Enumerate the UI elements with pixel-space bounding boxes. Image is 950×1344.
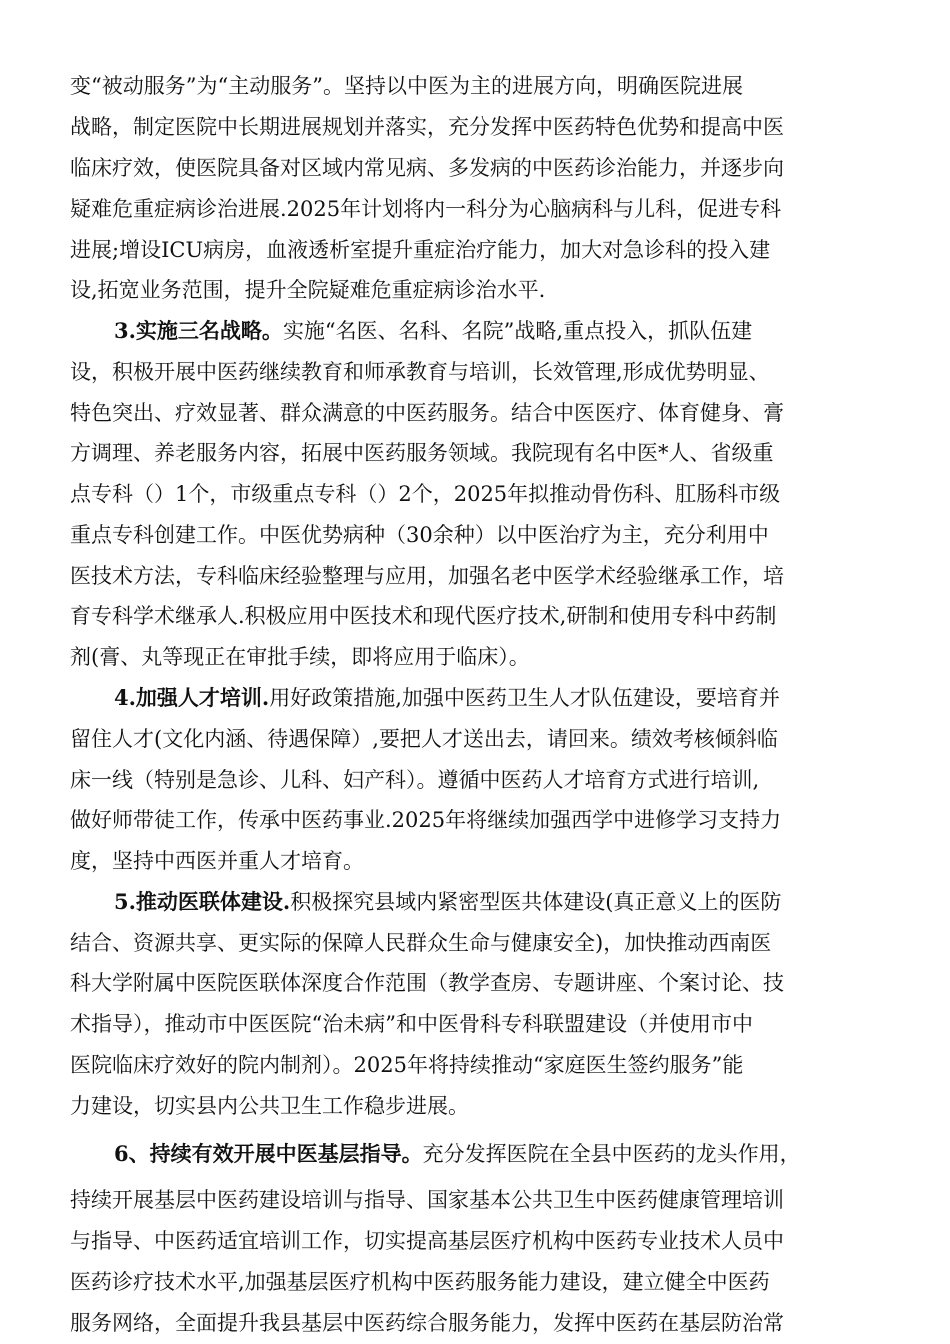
text-line: 特色突出、疗效显著、群众满意的中医药服务。结合中医医疗、体育健身、膏	[70, 401, 784, 425]
text-line: 科大学附属中医院医联体深度合作范围（教学查房、专题讲座、个案讨论、技	[70, 971, 784, 995]
text-line: 设，积极开展中医药继续教育和师承教育与培训，长效管理,形成优势明显、	[70, 360, 770, 384]
text-line: 医药诊疗技术水平,加强基层医疗机构中医药服务能力建设，建立健全中医药	[70, 1270, 770, 1294]
text-line: 点专科（）1个，市级重点专科（）2个，2025年拟推动骨伤科、肛肠科市级	[70, 482, 781, 506]
section-6-first-line	[114, 1136, 801, 1172]
text-line: 方调理、养老服务内容，拓展中医药服务领域。我院现有名中医*人、省级重	[70, 441, 774, 465]
text-line: 战略，制定医院中长期进展规划并落实，充分发挥中医药特色优势和提高中医	[70, 115, 784, 139]
text-line: 床一线（特别是急诊、儿科、妇产科）。遵循中医药人才培育方式进行培训,	[70, 768, 760, 792]
text-line: 医技术方法，专科临床经验整理与应用，加强名老中医学术经验继承工作，培	[70, 564, 784, 588]
text-line: 疑难危重症病诊治进展.2025年计划将内一科分为心脑病科与儿科，促进专科	[70, 197, 782, 221]
text-line: 医院临床疗效好的院内制剂）。2025年将持续推动“家庭医生签约服务”能	[70, 1053, 744, 1077]
text-line: 结合、资源共享、更实际的保障人民群众生命与健康安全)，加快推动西南医	[70, 931, 772, 955]
text-line: 度，坚持中西医并重人才培育。	[70, 849, 364, 873]
text-run: 用好政策措施,加强中医药卫生人才队伍建设，要培育并	[269, 686, 780, 710]
section-3-first-line	[114, 313, 752, 349]
text-line: 设,拓宽业务范围，提升全院疑难危重症病诊治水平.	[70, 278, 546, 302]
section-heading-4: 4.加强人才培训.	[114, 685, 270, 710]
text-line: 变“被动服务”为“主动服务”。坚持以中医为主的进展方向，明确医院进展	[70, 74, 743, 98]
text-line: 力建设，切实县内公共卫生工作稳步进展。	[70, 1094, 469, 1118]
text-run: 实施“名医、名科、名院”战略,重点投入，抓队伍建	[282, 319, 753, 343]
section-5-first-line	[114, 884, 781, 920]
section-heading-3: 3.实施三名战略。	[114, 318, 283, 343]
text-run: 积极探究县域内紧密型医共体建设(真正意义上的医防	[290, 890, 782, 914]
text-line: 做好师带徒工作，传承中医药事业.2025年将继续加强西学中进修学习支持力	[70, 808, 782, 832]
text-line: 持续开展基层中医药建设培训与指导、国家基本公共卫生中医药健康管理培训	[70, 1188, 784, 1212]
text-line: 服务网络，全面提升我县基层中医药综合服务能力，发挥中医药在基层防治常	[70, 1311, 784, 1335]
text-line: 与指导、中医药适宜培训工作，切实提高基层医疗机构中医药专业技术人员中	[70, 1229, 784, 1253]
section-heading-5: 5.推动医联体建设.	[114, 889, 291, 914]
section-heading-6: 6、持续有效开展中医基层指导。	[114, 1141, 423, 1166]
text-line: 育专科学术继承人.积极应用中医技术和现代医疗技术,研制和使用专科中药制	[70, 604, 777, 628]
text-line: 进展;增设ICU病房，血液透析室提升重症治疗能力，加大对急诊科的投入建	[70, 238, 771, 262]
text-line: 重点专科创建工作。中医优势病种（30余种）以中医治疗为主，充分利用中	[70, 523, 769, 547]
text-run: 充分发挥医院在全县中医药的龙头作用，	[422, 1142, 801, 1166]
text-line: 术指导），推动市中医医院“治未病”和中医骨科专科联盟建设（并使用市中	[70, 1012, 753, 1036]
text-line: 临床疗效，使医院具备对区域内常见病、多发病的中医药诊治能力，并逐步向	[70, 156, 784, 180]
section-4-first-line	[114, 680, 780, 716]
text-line: 留住人才(文化内涵、待遇保障）,要把人才送出去，请回来。绩效考核倾斜临	[70, 727, 778, 751]
text-line: 剂(膏、丸等现正在审批手续，即将应用于临床）。	[70, 645, 530, 669]
